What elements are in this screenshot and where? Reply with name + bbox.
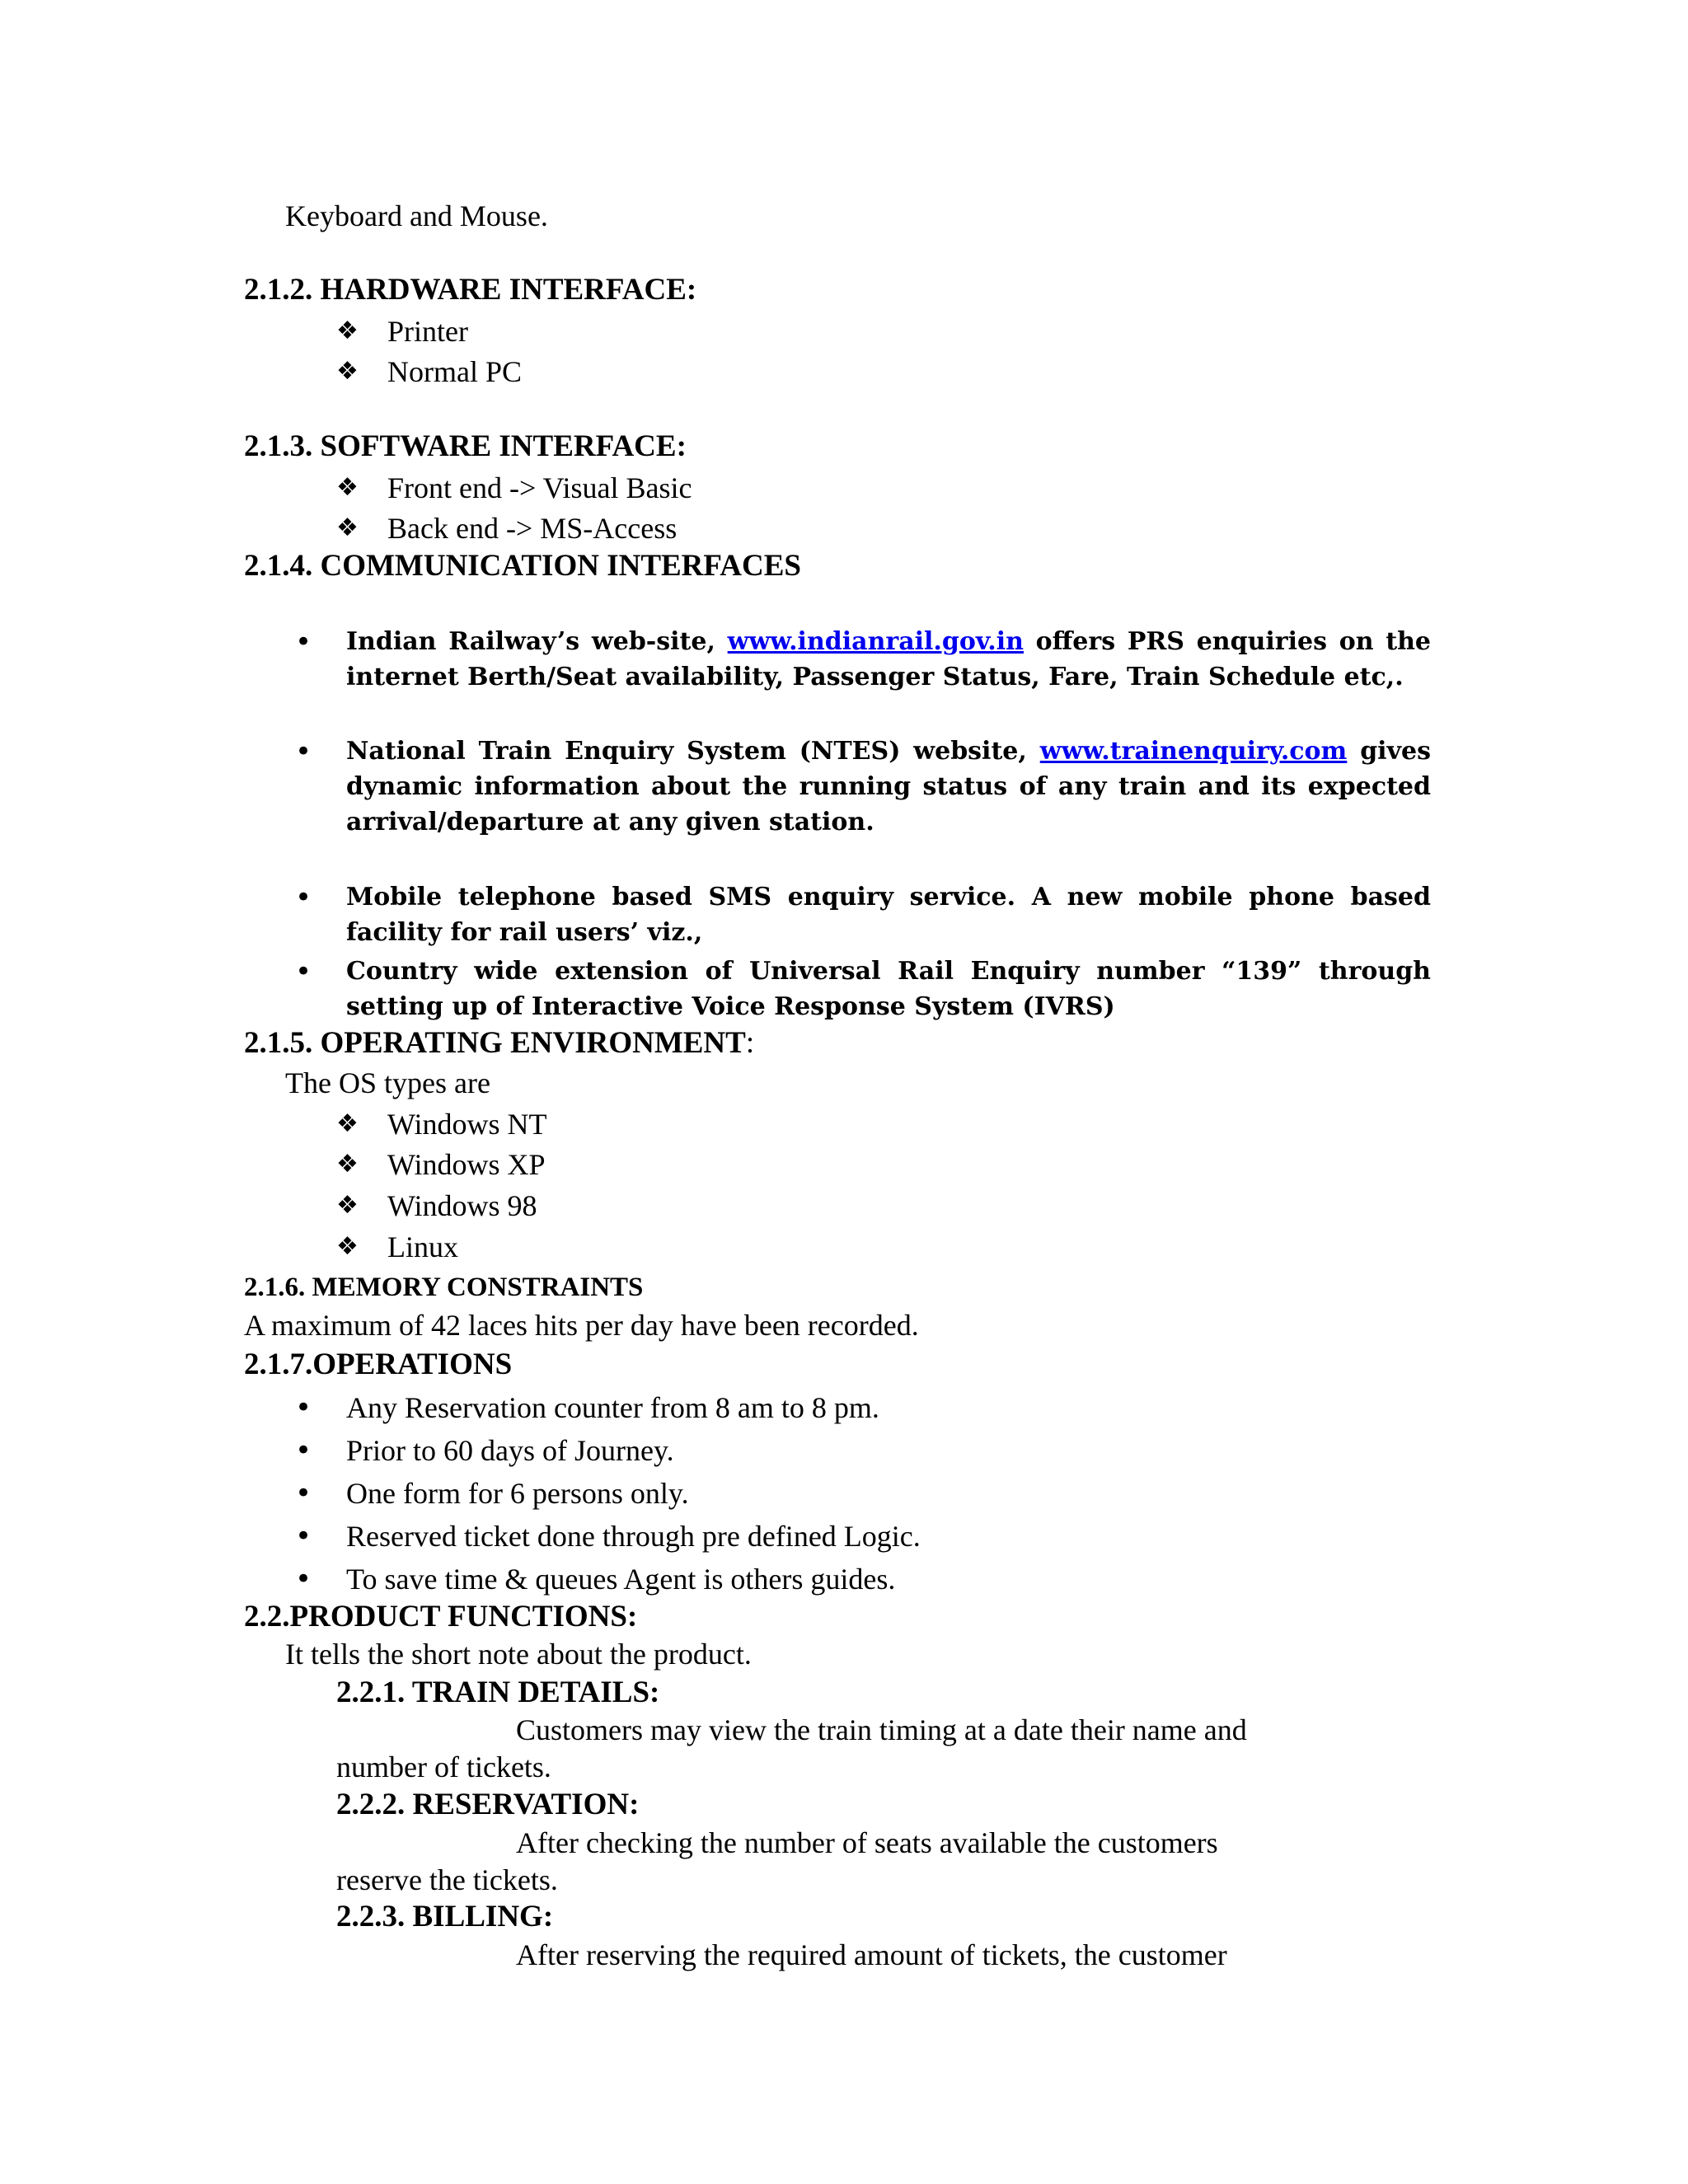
hardware-item: Printer bbox=[387, 315, 468, 348]
train-details-text: number of tickets. bbox=[336, 1750, 551, 1783]
bullet-icon: • bbox=[295, 1520, 312, 1553]
os-item: Windows XP bbox=[387, 1148, 546, 1181]
diamond-bullet-icon: ❖ bbox=[336, 1191, 359, 1220]
intro-line: Keyboard and Mouse. bbox=[285, 199, 548, 232]
diamond-bullet-icon: ❖ bbox=[336, 316, 359, 345]
os-item: Windows NT bbox=[387, 1108, 547, 1141]
bullet-icon: • bbox=[295, 881, 312, 914]
product-functions-intro: It tells the short note about the product. bbox=[285, 1638, 752, 1671]
memory-heading: 2.1.6. MEMORY CONSTRAINTS bbox=[244, 1272, 644, 1302]
hardware-heading: 2.1.2. HARDWARE INTERFACE: bbox=[244, 273, 697, 307]
operations-item: One form for 6 persons only. bbox=[346, 1477, 689, 1510]
operations-item: Any Reservation counter from 8 am to 8 pm. bbox=[346, 1391, 879, 1424]
hardware-item: Normal PC bbox=[387, 355, 523, 388]
operations-heading: 2.1.7.OPERATIONS bbox=[244, 1347, 513, 1381]
reservation-heading: 2.2.2. RESERVATION: bbox=[336, 1788, 640, 1821]
bullet-icon: • bbox=[295, 1391, 312, 1424]
operations-item: To save time & queues Agent is others guides. bbox=[346, 1563, 896, 1596]
os-item: Windows 98 bbox=[387, 1189, 537, 1222]
diamond-bullet-icon: ❖ bbox=[336, 473, 359, 502]
billing-heading: 2.2.3. BILLING: bbox=[336, 1900, 554, 1933]
operations-item: Reserved ticket done through pre defined Logic. bbox=[346, 1520, 921, 1553]
communication-heading: 2.1.4. COMMUNICATION INTERFACES bbox=[244, 549, 801, 583]
diamond-bullet-icon: ❖ bbox=[336, 1232, 359, 1261]
software-heading: 2.1.3. SOFTWARE INTERFACE: bbox=[244, 429, 687, 463]
software-item: Back end -> MS-Access bbox=[387, 512, 678, 545]
diamond-bullet-icon: ❖ bbox=[336, 513, 359, 542]
reservation-text: reserve the tickets. bbox=[336, 1863, 558, 1896]
train-details-heading: 2.2.1. TRAIN DETAILS: bbox=[336, 1675, 660, 1709]
communication-item: Mobile telephone based SMS enquiry service. A new mobile phone based facility for rail users’ viz., bbox=[346, 883, 1431, 947]
bullet-icon: • bbox=[295, 1563, 312, 1596]
operating-env-intro: The OS types are bbox=[285, 1066, 490, 1099]
billing-text: After reserving the required amount of tickets, the customer bbox=[516, 1938, 1227, 1971]
bullet-icon: • bbox=[295, 1434, 312, 1467]
trainenquiry-link[interactable]: www.trainenquiry.com bbox=[1039, 737, 1348, 766]
diamond-bullet-icon: ❖ bbox=[336, 357, 359, 386]
communication-item: Indian Railway’s web-site, www.indianrail.gov.in offers PRS enquiries on the internet Berth/Seat availability, Passenger Status, Fare, Train Schedule etc,. bbox=[346, 627, 1431, 691]
operating-env-heading: 2.1.5. OPERATING ENVIRONMENT: bbox=[244, 1026, 755, 1060]
memory-text: A maximum of 42 laces hits per day have been recorded. bbox=[244, 1309, 919, 1342]
os-item: Linux bbox=[387, 1230, 458, 1263]
communication-item: National Train Enquiry System (NTES) website, www.trainenquiry.com gives dynamic information about the running status of any train and its expected arrival/departure at any given station. bbox=[346, 737, 1431, 837]
bullet-icon: • bbox=[295, 1477, 312, 1510]
train-details-text: Customers may view the train timing at a date their name and bbox=[516, 1713, 1247, 1746]
software-item: Front end -> Visual Basic bbox=[387, 471, 692, 504]
reservation-text: After checking the number of seats available the customers bbox=[516, 1826, 1218, 1859]
bullet-icon: • bbox=[295, 626, 312, 658]
communication-item: Country wide extension of Universal Rail Enquiry number “139” through setting up of Interactive Voice Response System (IVRS) bbox=[346, 957, 1431, 1021]
indianrail-link[interactable]: www.indianrail.gov.in bbox=[727, 627, 1024, 656]
diamond-bullet-icon: ❖ bbox=[336, 1150, 359, 1179]
product-functions-heading: 2.2.PRODUCT FUNCTIONS: bbox=[244, 1600, 638, 1633]
bullet-icon: • bbox=[295, 955, 312, 988]
bullet-icon: • bbox=[295, 735, 312, 768]
operations-item: Prior to 60 days of Journey. bbox=[346, 1434, 674, 1467]
diamond-bullet-icon: ❖ bbox=[336, 1109, 359, 1138]
